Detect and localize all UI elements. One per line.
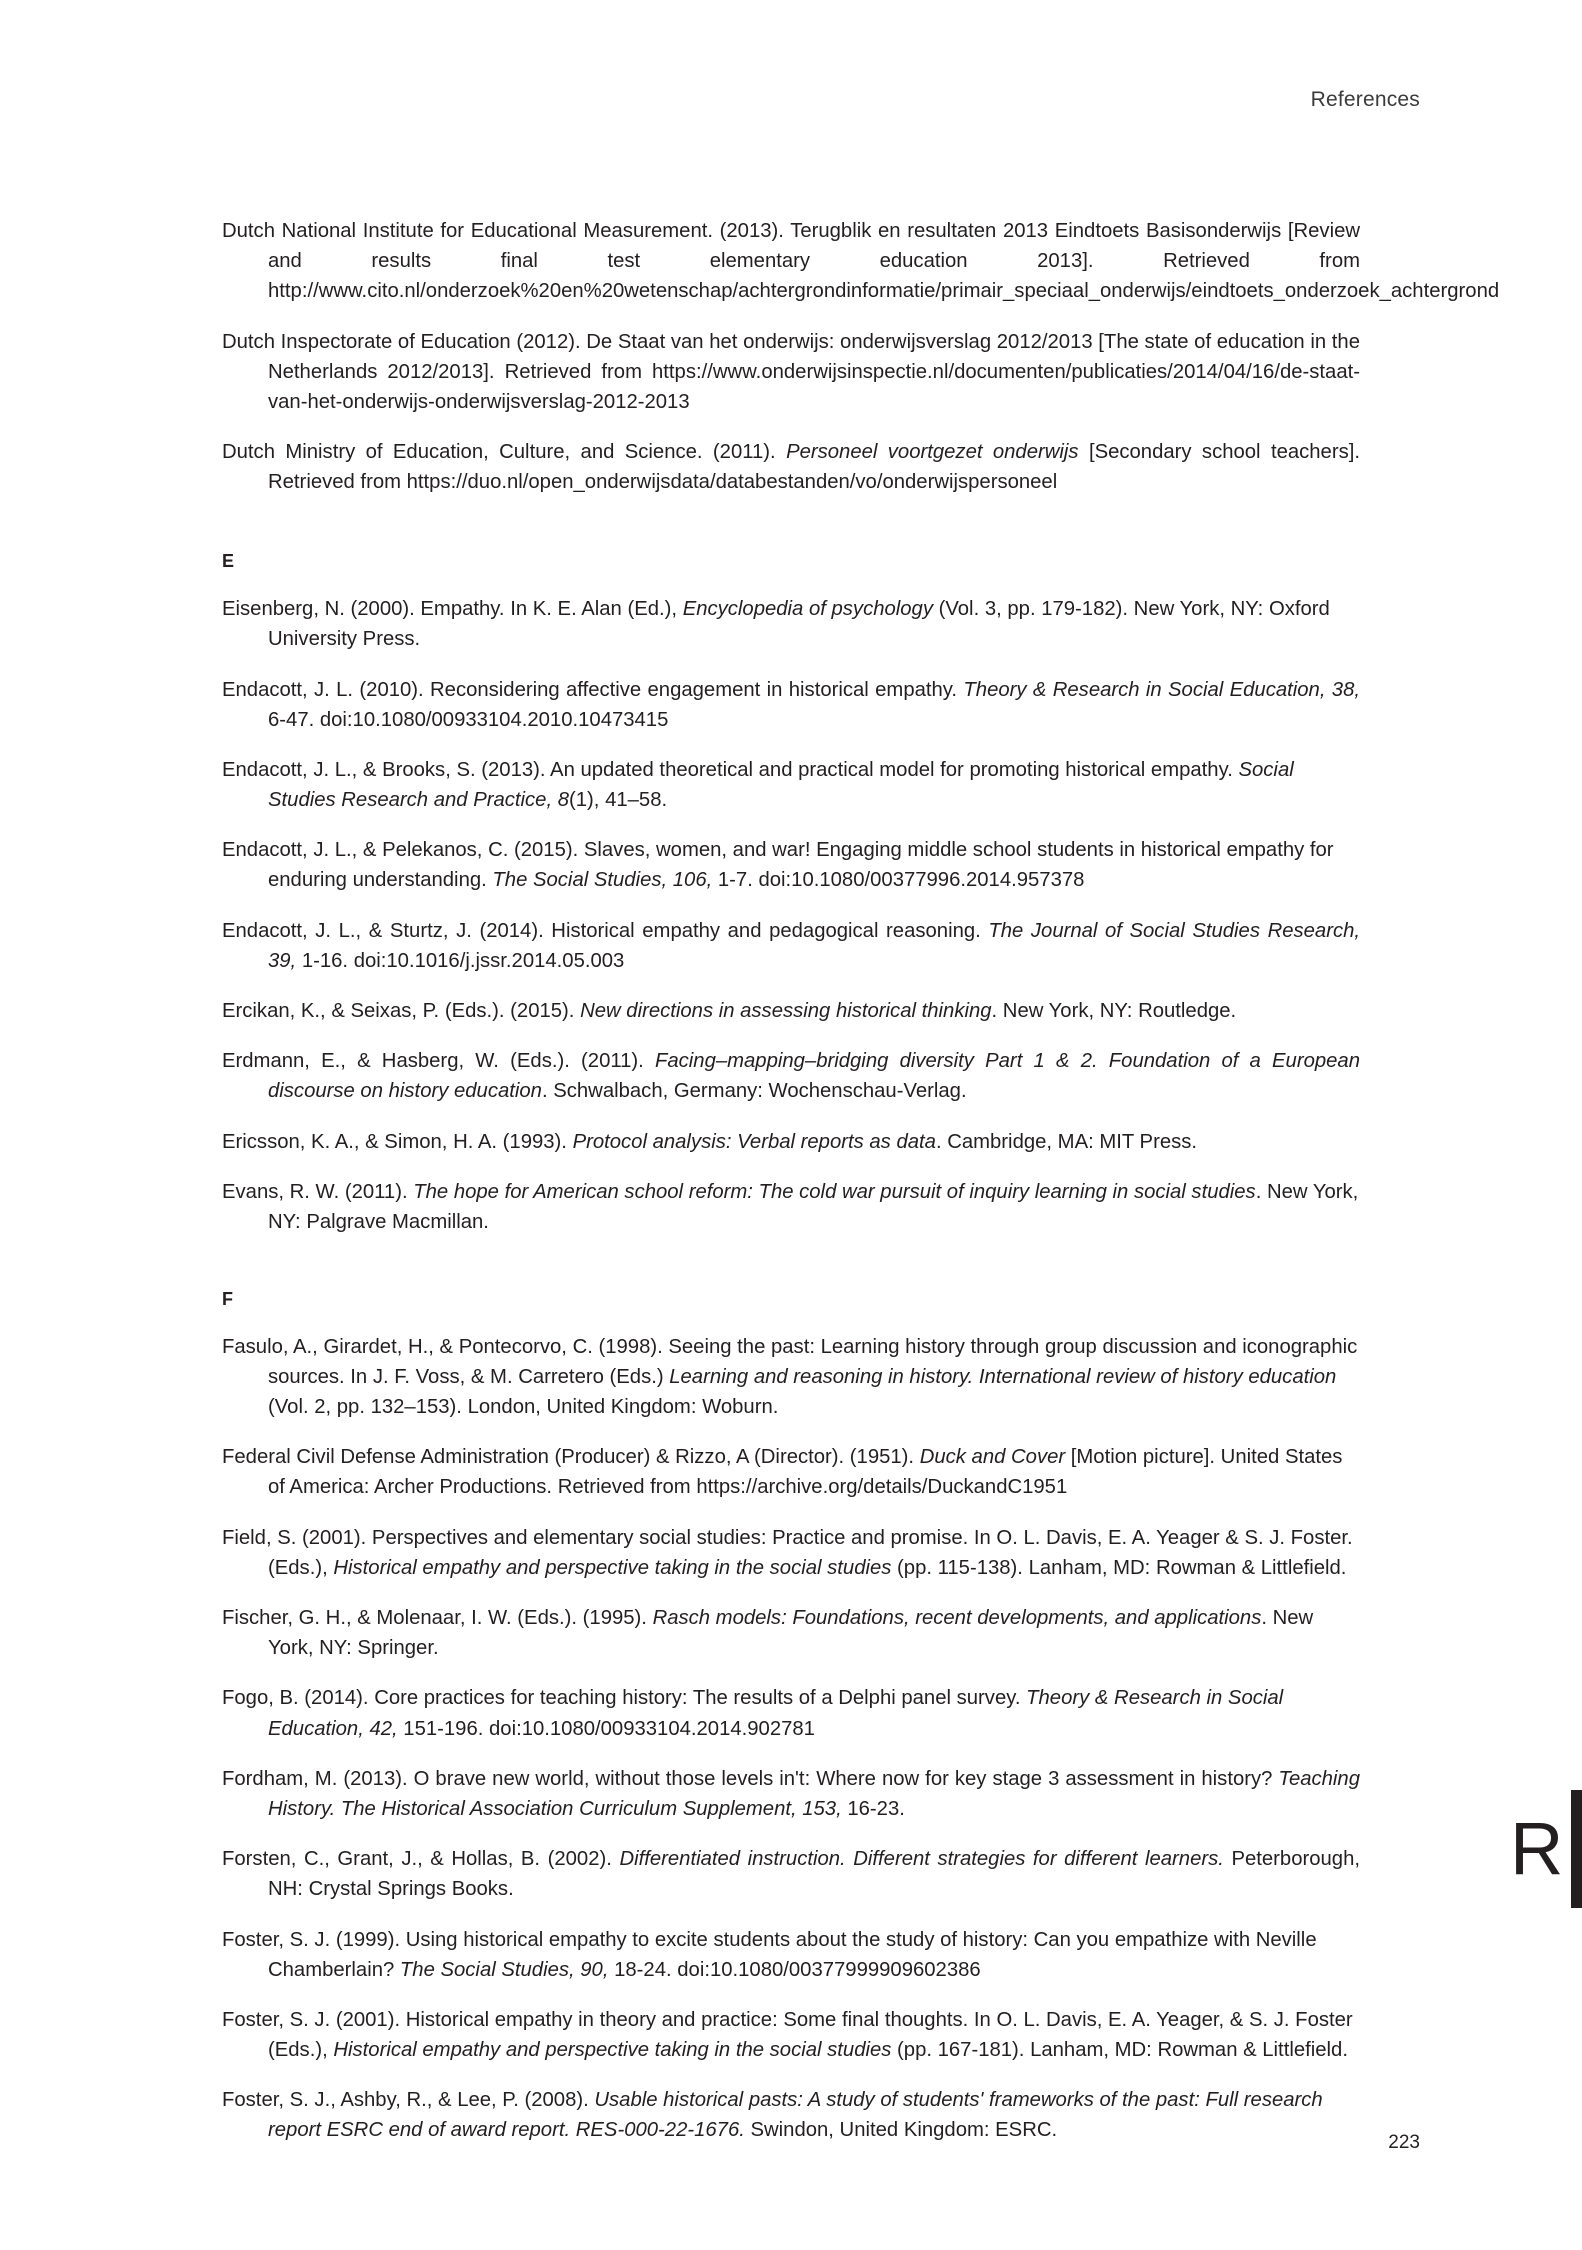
reference-text: 6-47. doi:10.1080/00933104.2010.10473415 bbox=[268, 708, 669, 731]
reference-text: Fasulo, A., Girardet, H., & Pontecorvo, C. (1998). Seeing the past: Learning history through group discussion and iconographic sources. In J. F. Voss, & M. Carretero (Eds.) bbox=[222, 1336, 1358, 1389]
reference-title-italic: Personeel voortgezet onderwijs bbox=[786, 441, 1079, 464]
reference-text: Peterborough, NH: Crystal Springs Books. bbox=[268, 1848, 1360, 1901]
reference-entry bbox=[222, 835, 1360, 895]
reference-entry bbox=[222, 1177, 1360, 1237]
reference-text: [Secondary school teachers]. Retrieved from https://duo.nl/open_onderwijsdata/databestanden/vo/onderwijspersoneel bbox=[268, 441, 1360, 494]
reference-text: Ercikan, K., & Seixas, P. (Eds.). (2015). bbox=[222, 999, 581, 1022]
reference-entry bbox=[222, 2005, 1360, 2065]
reference-entry bbox=[222, 675, 1360, 735]
reference-title-italic: New directions in assessing historical thinking bbox=[580, 999, 992, 1022]
reference-title-italic: Duck and Cover bbox=[919, 1446, 1066, 1469]
reference-entry bbox=[222, 1764, 1360, 1824]
reference-text: Foster, S. J., Ashby, R., & Lee, P. (2008). bbox=[222, 2089, 595, 2112]
reference-title-italic: Social Studies Research and Practice, 8 bbox=[268, 758, 1294, 811]
reference-text: Endacott, J. L. (2010). Reconsidering affective engagement in historical empathy. bbox=[222, 678, 964, 701]
reference-title-italic: Learning and reasoning in history. International review of history education bbox=[669, 1366, 1337, 1389]
reference-text: Foster, S. J. (2001). Historical empathy in theory and practice: Some final thoughts. In O. L. Davis, E. A. Yeager, & S. J. Foster (Eds.), bbox=[222, 2008, 1353, 2061]
reference-text: Dutch Ministry of Education, Culture, and Science. (2011). bbox=[222, 441, 787, 464]
reference-text: Federal Civil Defense Administration (Producer) & Rizzo, A (Director). (1951). bbox=[222, 1446, 920, 1469]
reference-entry bbox=[222, 1925, 1360, 1985]
reference-entry bbox=[222, 1603, 1360, 1663]
reference-text: (Vol. 2, pp. 132–153). London, United Kingdom: Woburn. bbox=[268, 1396, 779, 1419]
reference-title-italic: Historical empathy and perspective taking in the social studies bbox=[333, 1556, 892, 1579]
reference-text: Endacott, J. L., & Sturtz, J. (2014). Historical empathy and pedagogical reasoning. bbox=[222, 919, 989, 942]
tab-bar bbox=[1571, 1790, 1582, 1908]
reference-text: Forsten, C., Grant, J., & Hollas, B. (2002). bbox=[222, 1848, 620, 1871]
section-letter-heading: E bbox=[222, 551, 235, 572]
reference-title-italic: The hope for American school reform: The cold war pursuit of inquiry learning in social studies bbox=[413, 1180, 1256, 1203]
reference-text: [Motion picture]. United States of America: Archer Productions. Retrieved from https://archive.org/details/DuckandC1951 bbox=[268, 1446, 1343, 1499]
reference-text: . New York, NY: Springer. bbox=[268, 1607, 1314, 1660]
tab-letter: R bbox=[1510, 1807, 1564, 1890]
reference-text: Field, S. (2001). Perspectives and elementary social studies: Practice and promise. In O. L. Davis, E. A. Yeager & S. J. Foster. (Eds.), bbox=[222, 1526, 1353, 1579]
reference-entry bbox=[222, 1442, 1360, 1502]
section-tab-marker bbox=[1510, 1790, 1582, 1908]
reference-title-italic: Theory & Research in Social Education, 38, bbox=[963, 678, 1360, 701]
reference-text: (1), 41–58. bbox=[569, 788, 668, 811]
page-header: References bbox=[1310, 88, 1420, 111]
reference-title-italic: The Social Studies, 106, bbox=[492, 869, 713, 892]
reference-title-italic: Facing–mapping–bridging diversity Part 1 & 2. Foundation of a European discourse on history education bbox=[268, 1050, 1360, 1103]
reference-entry bbox=[222, 594, 1360, 654]
reference-entry bbox=[222, 1683, 1360, 1743]
reference-text: . New York, NY: Palgrave Macmillan. bbox=[268, 1180, 1359, 1233]
reference-entry bbox=[222, 1844, 1360, 1904]
reference-text: 151-196. doi:10.1080/00933104.2014.902781 bbox=[397, 1717, 815, 1740]
reference-title-italic: Teaching History. The Historical Association Curriculum Supplement, 153, bbox=[268, 1767, 1360, 1820]
reference-text: 16-23. bbox=[841, 1797, 905, 1820]
reference-entry bbox=[222, 996, 1360, 1026]
reference-title-italic: The Social Studies, 90, bbox=[399, 1958, 609, 1981]
reference-text: Dutch Inspectorate of Education (2012). De Staat van het onderwijs: onderwijsverslag 2012/2013 [The state of education in the Netherlands 2012/2013]. Retrieved from https://www.onderwijsinspectie.nl/documenten/publicaties/2014/04/16/de-staat-van-het-onderwijs-onderwijsverslag-2012-2013 bbox=[222, 330, 1360, 413]
reference-text: . Cambridge, MA: MIT Press. bbox=[935, 1130, 1198, 1153]
reference-title-italic: Differentiated instruction. Different strategies for different learners. bbox=[619, 1848, 1224, 1871]
reference-title-italic: Rasch models: Foundations, recent developments, and applications bbox=[652, 1607, 1262, 1630]
reference-title-italic: Encyclopedia of psychology bbox=[682, 598, 933, 621]
page-number: 223 bbox=[1388, 2132, 1420, 2153]
reference-text: Foster, S. J. (1999). Using historical empathy to excite students about the study of history: Can you empathize with Neville Chamberlain? bbox=[222, 1928, 1317, 1981]
reference-text: Dutch National Institute for Educational Measurement. (2013). Terugblik en resultaten 2013 Eindtoets Basisonderwijs [Review and results final test elementary education 2013]. Retrieved from http://www.cito.nl/onderzoek%20en%20wetenschap/achtergrondinformatie/primair_speciaal_onderwijs/eindtoets_onderzoek_achtergrond bbox=[222, 220, 1500, 303]
reference-text: 1-16. doi:10.1016/j.jssr.2014.05.003 bbox=[296, 949, 625, 972]
reference-entry bbox=[222, 1046, 1360, 1106]
reference-text: Swindon, United Kingdom: ESRC. bbox=[744, 2119, 1058, 2142]
reference-entry bbox=[222, 216, 1500, 306]
reference-entry bbox=[222, 327, 1360, 417]
reference-text: . Schwalbach, Germany: Wochenschau-Verlag. bbox=[541, 1080, 967, 1103]
reference-text: . New York, NY: Routledge. bbox=[991, 999, 1237, 1022]
reference-text: 1-7. doi:10.1080/00377996.2014.957378 bbox=[712, 869, 1085, 892]
reference-entry bbox=[222, 437, 1360, 497]
reference-title-italic: Usable historical pasts: A study of students' frameworks of the past: Full research report ESRC end of award report. RES-000-22-1676. bbox=[268, 2089, 1323, 2142]
reference-title-italic: The Journal of Social Studies Research, 39, bbox=[268, 919, 1360, 972]
reference-entry bbox=[222, 2085, 1360, 2145]
reference-entry bbox=[222, 1332, 1360, 1422]
reference-text: (Vol. 3, pp. 179-182). New York, NY: Oxford University Press. bbox=[268, 598, 1330, 651]
reference-text: Eisenberg, N. (2000). Empathy. In K. E. Alan (Ed.), bbox=[222, 598, 683, 621]
section-letter-heading: F bbox=[222, 1289, 234, 1310]
reference-title-italic: Theory & Research in Social Education, 42, bbox=[268, 1687, 1284, 1740]
reference-text: Endacott, J. L., & Pelekanos, C. (2015). Slaves, women, and war! Engaging middle school students in historical empathy for enduring understanding. bbox=[222, 839, 1334, 892]
reference-text: Fogo, B. (2014). Core practices for teaching history: The results of a Delphi panel survey. bbox=[222, 1687, 1027, 1710]
reference-text: Fischer, G. H., & Molenaar, I. W. (Eds.). (1995). bbox=[222, 1607, 653, 1630]
reference-text: Endacott, J. L., & Brooks, S. (2013). An updated theoretical and practical model for promoting historical empathy. bbox=[222, 758, 1239, 781]
reference-text: Evans, R. W. (2011). bbox=[222, 1180, 414, 1203]
reference-entry bbox=[222, 1127, 1360, 1157]
reference-entry bbox=[222, 916, 1360, 976]
reference-text: 18-24. doi:10.1080/00377999909602386 bbox=[608, 1958, 981, 1981]
reference-text: Fordham, M. (2013). O brave new world, without those levels in't: Where now for key stage 3 assessment in history? bbox=[222, 1767, 1279, 1790]
reference-text: (pp. 167-181). Lanham, MD: Rowman & Littlefield. bbox=[891, 2038, 1348, 2061]
reference-text: Erdmann, E., & Hasberg, W. (Eds.). (2011). bbox=[222, 1050, 655, 1073]
reference-title-italic: Protocol analysis: Verbal reports as data bbox=[572, 1130, 936, 1153]
reference-text: (pp. 115-138). Lanham, MD: Rowman & Littlefield. bbox=[891, 1556, 1347, 1579]
reference-entry bbox=[222, 755, 1360, 815]
reference-entry bbox=[222, 1523, 1360, 1583]
reference-text: Ericsson, K. A., & Simon, H. A. (1993). bbox=[222, 1130, 573, 1153]
reference-title-italic: Historical empathy and perspective taking in the social studies bbox=[333, 2038, 892, 2061]
